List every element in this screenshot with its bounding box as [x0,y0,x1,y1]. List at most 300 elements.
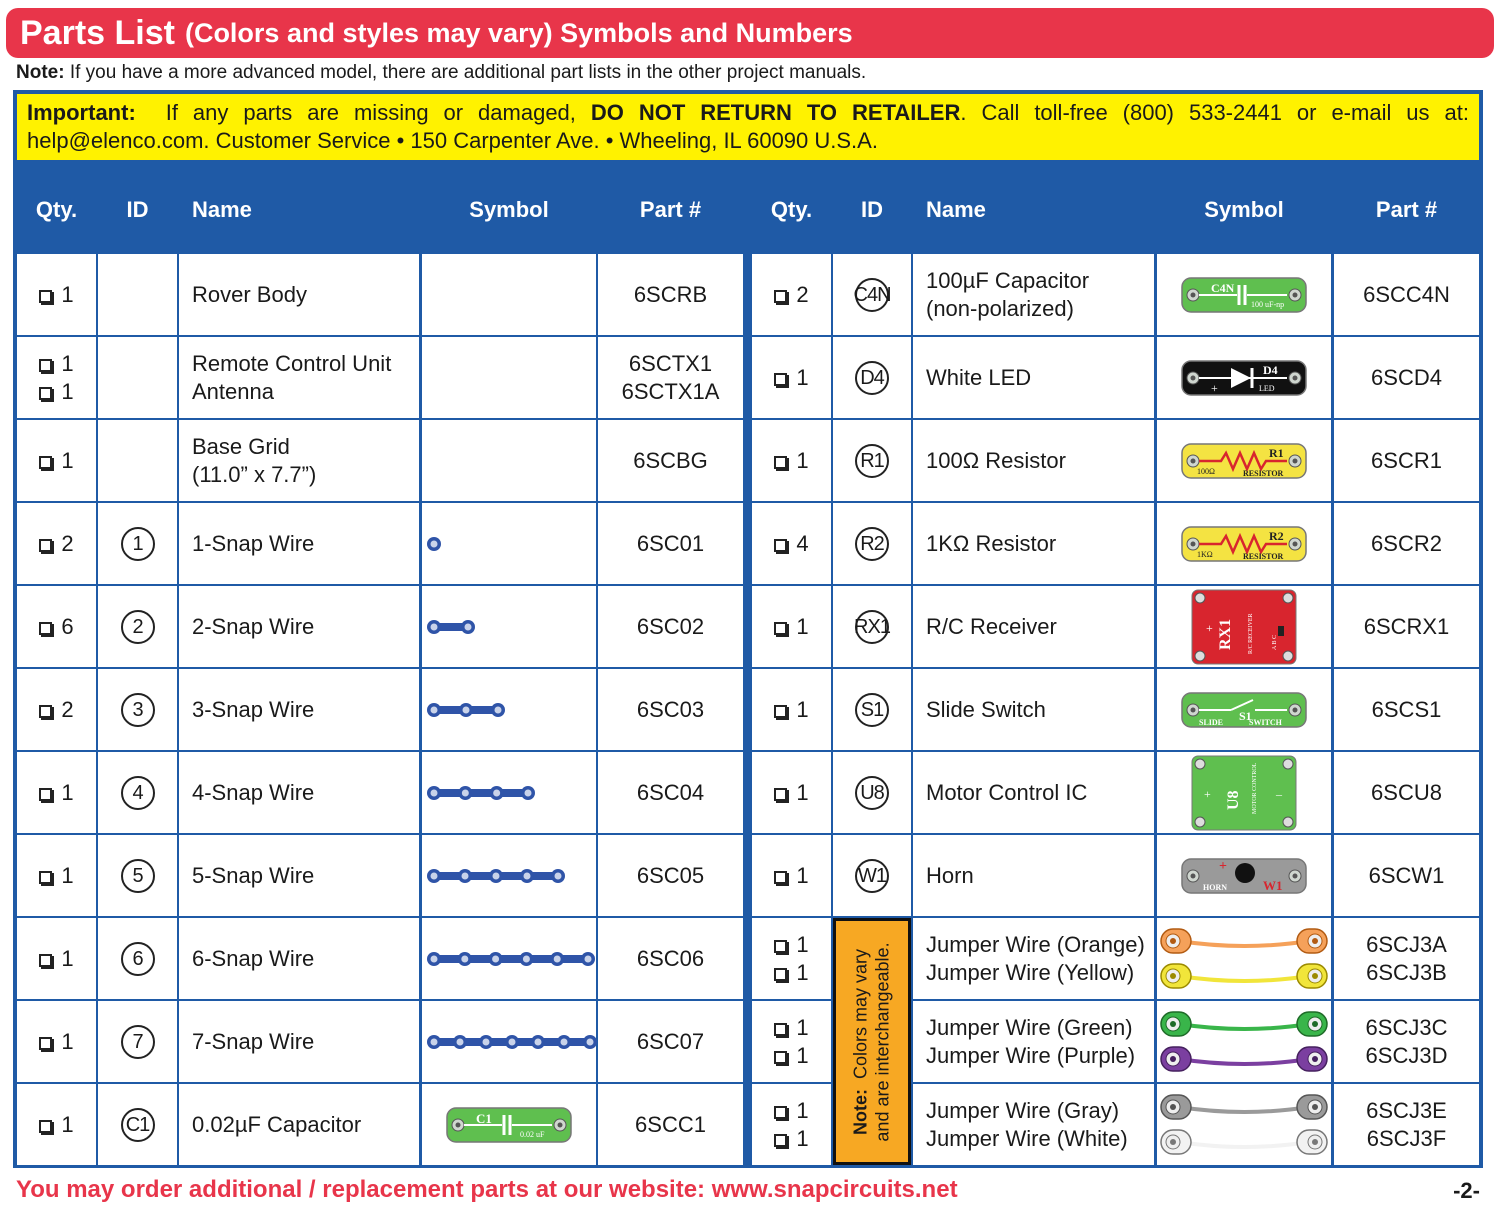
header-id-left: ID [126,197,149,222]
snap-wire-4-icon [426,784,536,802]
table-row-right-4-symbol [1157,503,1331,584]
jumper-green-purple-icon [1159,1007,1329,1077]
table-row-left-1-symbol [422,254,596,335]
table-row-right-8-symbol [1157,835,1331,916]
svg-text:A B C: A B C [1272,634,1278,650]
table-row-right-5-qty [752,586,831,667]
table-row-left-10-qty [17,1001,96,1082]
table-row-right-1-name [913,254,1154,335]
quantity-value: 2 [61,696,74,722]
horn-w1-icon [1181,858,1307,894]
table-row-right-11-name [913,1084,1154,1165]
text-line: 6SCU8 [1371,779,1442,805]
part-id-badge: 4 [121,776,155,810]
text-line: (11.0” x 7.7”) [192,461,317,487]
text-line: Slide Switch [926,696,1046,722]
table-row-right-9-part-number [1334,918,1479,999]
table-row-right-6-qty [752,669,831,750]
table-row-left-2-symbol [422,337,596,418]
text-line: 3-Snap Wire [192,696,315,722]
svg-text:R/C RECEIVER: R/C RECEIVER [1248,612,1254,654]
table-row-left-11-symbol [422,1084,596,1165]
quantity-value: 1 [796,931,809,957]
text-line: 6SCJ3E [1366,1097,1447,1123]
text-line: 6SCBG [633,447,708,473]
table-row-right-8-name [913,835,1154,916]
note-text: If you have a more advanced model, there are additional part lists in the other project manuals. [69,62,867,83]
quantity-value: 1 [796,862,809,888]
part-id-badge: U8 [855,776,889,810]
text-line: 6SCTX1 [628,350,713,376]
table-row-right-7-name [913,752,1154,833]
checkbox-icon[interactable] [39,387,52,400]
text-line: Antenna [192,378,274,404]
table-row-left-11-part-number [598,1084,743,1165]
color-note-box [833,918,911,1165]
text-line: 4-Snap Wire [192,779,315,805]
table-row-right-6-id [833,669,911,750]
header-qty-right: Qty. [770,197,813,222]
part-id-badge: RX1 [855,610,889,644]
table-row-left-4-name [179,503,419,584]
table-row-left-6-qty [17,669,96,750]
table-row-left-5-id [98,586,177,667]
checkbox-icon[interactable] [39,622,52,635]
snap-wire-2-icon [426,618,476,636]
table-row-left-7-id [98,752,177,833]
text-line: 6-Snap Wire [192,945,315,971]
text-line: 6SCW1 [1368,862,1445,888]
table-row-right-5-name [913,586,1154,667]
checkbox-icon[interactable] [774,940,787,953]
text-line: 6SCS1 [1371,696,1442,722]
table-row-left-10-name [179,1001,419,1082]
side-note-label: Note: [851,1088,871,1135]
text-line: 6SC03 [636,696,705,722]
quantity-value: 1 [796,1097,809,1123]
table-row-left-11-name [179,1084,419,1165]
table-row-right-5-part-number [1334,586,1479,667]
checkbox-icon[interactable] [774,871,787,884]
important-notice [17,94,1479,160]
table-row-left-5-part-number [598,586,743,667]
quantity-value: 1 [61,281,74,307]
text-line: Horn [926,862,974,888]
page-title: Parts List [20,13,175,52]
table-row-right-6-symbol [1157,669,1331,750]
table-row-right-7-symbol [1157,752,1331,833]
note-label: Note: [16,62,65,83]
header-name-left: Name [192,197,252,222]
table-row-left-9-qty [17,918,96,999]
text-line: R/C Receiver [926,613,1057,639]
table-row-right-2-id [833,337,911,418]
svg-text:R2: R2 [1269,528,1284,543]
checkbox-icon[interactable] [774,788,787,801]
table-row-left-6-symbol [422,669,596,750]
table-row-left-8-qty [17,835,96,916]
important-text-2: . Call toll-free (800) 533-2441 or e-mail us at: help@elenco.com. Customer Service • 150 Carpenter Ave. • Wheeling, IL 60090 U.S.A. [27,100,1469,153]
svg-text:1KΩ: 1KΩ [1197,549,1213,559]
snap-wire-3-icon [426,701,506,719]
ic-u8-icon [1190,754,1298,832]
table-row-left-3-name [179,420,419,501]
quantity-value: 1 [61,447,74,473]
checkbox-icon[interactable] [774,968,787,981]
snap-wire-1-icon [426,535,450,553]
quantity-value: 1 [61,1111,74,1137]
table-row-left-9-id [98,918,177,999]
svg-text:RESISTOR: RESISTOR [1243,468,1284,478]
svg-text:MOTOR CONTROL: MOTOR CONTROL [1252,762,1258,814]
table-row-right-9-symbol [1157,918,1331,999]
table-row-left-6-part-number [598,669,743,750]
table-row-right-5-id [833,586,911,667]
table-row-right-8-part-number [1334,835,1479,916]
table-row-right-11-symbol [1157,1084,1331,1165]
table-row-right-4-name [913,503,1154,584]
side-note-line1: Colors may vary [851,948,871,1079]
svg-text:LED: LED [1259,383,1275,393]
text-line: 6SCC4N [1363,281,1450,307]
svg-text:0.02 uF: 0.02 uF [520,1129,545,1139]
part-id-badge: 7 [121,1025,155,1059]
checkbox-icon[interactable] [774,456,787,469]
table-row-right-2-qty [752,337,831,418]
part-id-badge: 6 [121,942,155,976]
table-row-left-7-qty [17,752,96,833]
quantity-value: 1 [796,364,809,390]
part-id-badge: 1 [121,527,155,561]
part-id-badge: R2 [855,527,889,561]
table-row-left-4-qty [17,503,96,584]
checkbox-icon[interactable] [774,539,787,552]
important-emphasis: DO NOT RETURN TO RETAILER [590,100,961,125]
checkbox-icon[interactable] [39,1120,52,1133]
table-row-left-7-part-number [598,752,743,833]
table-row-right-10-symbol [1157,1001,1331,1082]
text-line: Rover Body [192,281,307,307]
table-row-right-7-part-number [1334,752,1479,833]
quantity-value: 1 [61,1028,74,1054]
table-row-right-11-qty [752,1084,831,1165]
text-line: Jumper Wire (White) [926,1125,1128,1151]
svg-text:SLIDE: SLIDE [1199,717,1224,727]
header-id-right: ID [861,197,883,222]
quantity-value: 1 [796,959,809,985]
text-line: 100Ω Resistor [926,447,1066,473]
table-row-right-2-symbol [1157,337,1331,418]
table-row-left-3-id [98,420,177,501]
table-row-left-1-part-number [598,254,743,335]
text-line: 0.02µF Capacitor [192,1111,362,1137]
table-row-left-8-part-number [598,835,743,916]
table-row-left-6-name [179,669,419,750]
table-row-left-9-name [179,918,419,999]
table-row-left-2-qty [17,337,96,418]
svg-text:U8: U8 [1225,789,1242,810]
text-line: 7-Snap Wire [192,1028,315,1054]
table-row-left-4-part-number [598,503,743,584]
table-row-left-1-name [179,254,419,335]
important-text-1: If any parts are missing or damaged, [165,100,576,125]
checkbox-icon[interactable] [774,373,787,386]
quantity-value: 1 [796,613,809,639]
text-line: 6SC02 [636,613,705,639]
checkbox-icon[interactable] [39,954,52,967]
table-row-left-5-name [179,586,419,667]
switch-s1-icon [1181,692,1307,728]
table-row-left-2-name [179,337,419,418]
svg-text:C4N: C4N [1211,280,1235,295]
checkbox-icon[interactable] [39,705,52,718]
part-id-badge: 3 [121,693,155,727]
header-part-right: Part # [1375,197,1438,222]
text-line: 6SCC1 [635,1111,706,1137]
capacitor-c1-icon [446,1107,572,1143]
header-part-left: Part # [639,197,702,222]
table-row-right-6-part-number [1334,669,1479,750]
quantity-value: 1 [796,779,809,805]
text-line: 6SCD4 [1371,364,1442,390]
checkbox-icon[interactable] [39,359,52,372]
table-row-right-6-name [913,669,1154,750]
table-row-right-3-id [833,420,911,501]
text-line: 5-Snap Wire [192,862,315,888]
svg-text:SWITCH: SWITCH [1249,717,1282,727]
svg-text:HORN: HORN [1203,882,1227,892]
quantity-value: 1 [796,1125,809,1151]
text-line: 6SC04 [636,779,705,805]
part-id-badge: 5 [121,859,155,893]
part-id-badge: S1 [855,693,889,727]
checkbox-icon[interactable] [774,1023,787,1036]
part-id-badge: 2 [121,610,155,644]
capacitor-c4n-icon [1181,277,1307,313]
part-id-badge: C1 [121,1108,155,1142]
table-row-right-9-qty [752,918,831,999]
quantity-value: 1 [61,779,74,805]
receiver-rx1-icon [1190,588,1298,666]
checkbox-icon[interactable] [39,456,52,469]
text-line: 6SCRB [633,281,708,307]
quantity-value: 1 [61,378,74,404]
table-row-left-11-qty [17,1084,96,1165]
table-row-left-1-qty [17,254,96,335]
resistor-r1-icon [1181,443,1307,479]
text-line: White LED [926,364,1032,390]
table-row-right-3-qty [752,420,831,501]
part-id-badge: C4N [855,278,889,312]
text-line: Jumper Wire (Gray) [926,1097,1120,1123]
header-name-right: Name [926,197,986,222]
svg-text:+: + [1211,380,1218,395]
table-row-left-3-qty [17,420,96,501]
text-line: Base Grid [192,433,290,459]
led-d4-icon [1181,360,1307,396]
snap-wire-6-icon [426,950,596,968]
table-row-right-2-name [913,337,1154,418]
footer-website-note: You may order additional / replacement parts at our website: www.snapcircuits.net [16,1176,958,1203]
jumper-orange-yellow-icon [1159,924,1329,994]
part-id-badge: R1 [855,444,889,478]
text-line: 6SCRX1 [1363,613,1450,639]
table-row-right-1-symbol [1157,254,1331,335]
table-row-left-3-part-number [598,420,743,501]
table-row-left-5-symbol [422,586,596,667]
quantity-value: 1 [796,1042,809,1068]
quantity-value: 6 [61,613,74,639]
table-row-left-6-id [98,669,177,750]
checkbox-icon[interactable] [774,1051,787,1064]
jumper-gray-white-icon [1159,1090,1329,1160]
table-row-right-4-id [833,503,911,584]
table-row-right-9-name [913,918,1154,999]
text-line: 6SC01 [636,530,705,556]
text-line: Jumper Wire (Green) [926,1014,1133,1040]
table-row-right-11-part-number [1334,1084,1479,1165]
text-line: 1-Snap Wire [192,530,315,556]
checkbox-icon[interactable] [39,1037,52,1050]
svg-text:R1: R1 [1269,445,1284,460]
table-row-left-2-part-number [598,337,743,418]
table-row-right-10-qty [752,1001,831,1082]
table-row-left-11-id [98,1084,177,1165]
text-line: Motor Control IC [926,779,1088,805]
text-line: 6SCJ3B [1366,959,1447,985]
checkbox-icon[interactable] [39,290,52,303]
checkbox-icon[interactable] [39,788,52,801]
text-line: 6SC06 [636,945,705,971]
title-bar [6,8,1494,58]
svg-text:D4: D4 [1263,362,1278,377]
table-row-right-3-symbol [1157,420,1331,501]
checkbox-icon[interactable] [774,622,787,635]
quantity-value: 2 [61,530,74,556]
table-row-right-1-qty [752,254,831,335]
table-row-right-1-id [833,254,911,335]
text-line: 6SCR1 [1371,447,1442,473]
svg-text:RX1: RX1 [1217,618,1234,650]
text-line: 100µF Capacitor [926,267,1090,293]
header-symbol-right: Symbol [1204,197,1284,222]
header-symbol-left: Symbol [469,197,549,222]
text-line: Jumper Wire (Purple) [926,1042,1136,1068]
text-line: 6SCR2 [1371,530,1442,556]
table-row-left-5-qty [17,586,96,667]
snap-wire-5-icon [426,867,566,885]
table-row-left-10-symbol [422,1001,596,1082]
text-line: 6SCJ3F [1366,1125,1447,1151]
table-row-right-10-part-number [1334,1001,1479,1082]
svg-text:W1: W1 [1263,877,1283,893]
table-row-left-9-part-number [598,918,743,999]
svg-text:100Ω: 100Ω [1197,466,1215,476]
checkbox-icon[interactable] [774,290,787,303]
table-row-right-3-name [913,420,1154,501]
svg-text:100 uF-np: 100 uF-np [1251,299,1285,309]
text-line: 2-Snap Wire [192,613,315,639]
text-line: 6SCTX1A [621,378,720,404]
note-line [16,62,866,84]
table-row-right-8-qty [752,835,831,916]
table-row-right-1-part-number [1334,254,1479,335]
quantity-value: 1 [61,945,74,971]
text-line: Jumper Wire (Yellow) [926,959,1135,985]
text-line: Jumper Wire (Orange) [926,931,1145,957]
svg-text:+: + [1206,620,1213,635]
svg-text:RESISTOR: RESISTOR [1243,551,1284,561]
quantity-value: 1 [796,1014,809,1040]
snap-wire-7-icon [426,1033,598,1051]
text-line: 1KΩ Resistor [926,530,1057,556]
svg-text:S1: S1 [1239,708,1252,723]
checkbox-icon[interactable] [39,871,52,884]
table-row-left-4-id [98,503,177,584]
table-row-left-3-symbol [422,420,596,501]
table-row-left-2-id [98,337,177,418]
table-row-left-8-name [179,835,419,916]
checkbox-icon[interactable] [774,1134,787,1147]
svg-text:+: + [1204,786,1211,801]
table-row-right-4-part-number [1334,503,1479,584]
text-line: 6SC07 [636,1028,705,1054]
resistor-r2-icon [1181,526,1307,562]
table-row-right-8-id [833,835,911,916]
table-row-right-7-id [833,752,911,833]
page-number: -2- [1453,1178,1480,1203]
side-note-line2: and are interchangeable. [873,941,893,1142]
table-row-left-10-id [98,1001,177,1082]
table-row-right-5-symbol [1157,586,1331,667]
table-row-left-1-id [98,254,177,335]
checkbox-icon[interactable] [774,1106,787,1119]
table-row-left-4-symbol [422,503,596,584]
table-row-right-2-part-number [1334,337,1479,418]
table-row-right-4-qty [752,503,831,584]
svg-text:+: + [1219,858,1227,874]
header-qty-left: Qty. [35,197,78,222]
table-row-left-10-part-number [598,1001,743,1082]
quantity-value: 1 [61,862,74,888]
part-id-badge: W1 [855,859,889,893]
quantity-value: 1 [796,696,809,722]
text-line: 6SCJ3A [1366,931,1447,957]
text-line: 6SCJ3C [1365,1014,1448,1040]
table-row-left-8-symbol [422,835,596,916]
table-row-left-7-name [179,752,419,833]
text-line: Remote Control Unit [192,350,392,376]
page-subtitle: (Colors and styles may vary) Symbols and Numbers [184,17,853,48]
important-label: Important: [27,100,136,125]
quantity-value: 4 [796,530,809,556]
table-row-right-7-qty [752,752,831,833]
svg-text:C1: C1 [476,1110,492,1126]
text-line: 6SCJ3D [1365,1042,1448,1068]
table-row-right-3-part-number [1334,420,1479,501]
svg-text:–: – [1276,786,1282,801]
checkbox-icon[interactable] [774,705,787,718]
text-line: 6SC05 [636,862,705,888]
quantity-value: 1 [796,447,809,473]
table-row-left-7-symbol [422,752,596,833]
table-row-right-10-name [913,1001,1154,1082]
text-line: (non-polarized) [926,295,1074,321]
part-id-badge: D4 [855,361,889,395]
table-row-left-9-symbol [422,918,596,999]
checkbox-icon[interactable] [39,539,52,552]
quantity-value: 1 [61,350,74,376]
